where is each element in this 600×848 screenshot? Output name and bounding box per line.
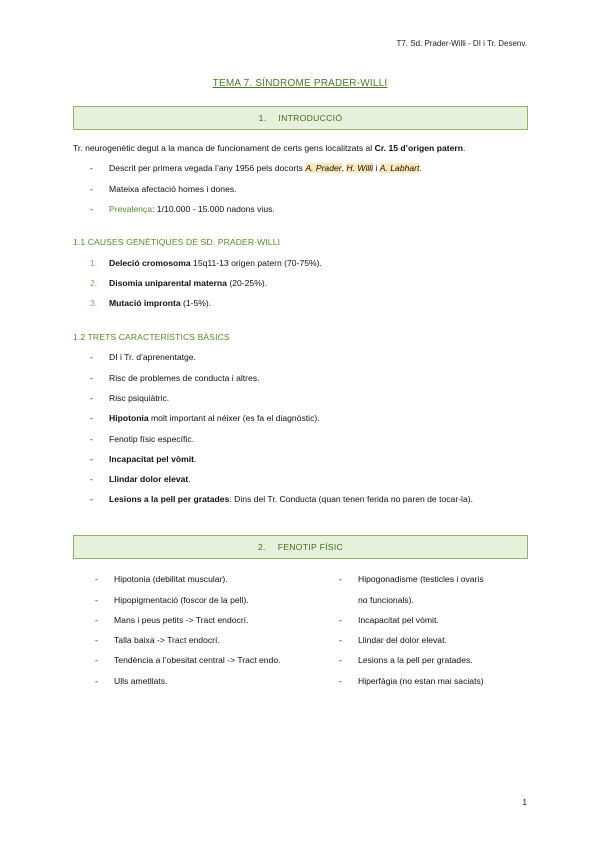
item-text: DI i Tr. d’aprenentatge. bbox=[109, 352, 196, 362]
section-label: INTRODUCCIÓ bbox=[278, 113, 343, 123]
section-number: 1. bbox=[258, 113, 267, 123]
item-text: Hipopigmentació (foscor de la pell). bbox=[114, 595, 249, 605]
intro-bullet: - Mateixa afectació homes i dones. bbox=[90, 184, 237, 194]
phenotype-left-item: - Mans i peus petits -> Tract endocrí. bbox=[95, 615, 249, 625]
phenotype-left-item: - Hipotonia (debilitat muscular). bbox=[95, 574, 228, 584]
section-heading-fenotip-fisic bbox=[73, 535, 528, 559]
item-bold: Disomia uniparental materna bbox=[109, 278, 227, 288]
bullet-text: : 1/10.000 - 15.000 nadons vius. bbox=[152, 204, 275, 214]
phenotype-right-item: - Llindar del dolor elevat. bbox=[339, 635, 447, 645]
item-text: . bbox=[194, 454, 197, 464]
prevalence-label: Prevalença bbox=[109, 204, 152, 214]
item-bold: Deleció cromosoma bbox=[109, 258, 191, 268]
item-text: Fenotip físic específic. bbox=[109, 434, 195, 444]
phenotype-right-item: - Hipogonadisme (testicles i ovaris bbox=[339, 574, 484, 584]
item-text: no funcionals). bbox=[358, 595, 414, 605]
page-number: 1 bbox=[522, 798, 527, 807]
end: . bbox=[419, 163, 422, 173]
section-heading-introduccio bbox=[73, 106, 528, 130]
section-number: 2. bbox=[257, 542, 266, 552]
trait-item: - Llindar dolor elevat. bbox=[90, 474, 191, 484]
intro-bullet: - Prevalença: 1/10.000 - 15.000 nadons vius. bbox=[90, 204, 275, 214]
phenotype-left-item: - Tendència a l’obesitat central -> Tract endo. bbox=[95, 655, 281, 665]
item-bold: Mutació impronta bbox=[109, 298, 181, 308]
item-text: Risc psiquiàtric. bbox=[109, 393, 170, 403]
item-text: (20-25%). bbox=[226, 278, 268, 288]
item-text: Talla baixa -> Tract endocrí. bbox=[114, 635, 220, 645]
section-label: FENOTIP FÍSIC bbox=[277, 542, 344, 552]
subheading-causes: 1.1 CAUSES GENÈTIQUES DE SD. PRADER-WILLI bbox=[73, 237, 281, 247]
cause-item bbox=[90, 298, 212, 309]
item-number: 3. bbox=[90, 298, 98, 308]
item-bold: Lesions a la pell per gratades bbox=[109, 494, 230, 504]
item-text: . bbox=[188, 474, 191, 484]
trait-item: - Risc psiquiàtric. bbox=[90, 393, 170, 403]
item-text: Ulls ametllats. bbox=[114, 676, 168, 686]
item-text: : Dins del Tr. Conducta (quan tenen ferida no paren de tocar-la). bbox=[229, 494, 473, 504]
trait-item: - Risc de problemes de conducta i altres. bbox=[90, 373, 260, 383]
phenotype-right-item-continuation bbox=[358, 595, 414, 606]
phenotype-left-item: - Ulls ametllats. bbox=[95, 676, 168, 686]
running-header: T7. Sd. Prader-Willi - DI i Tr. Desenv. bbox=[396, 39, 527, 48]
phenotype-right-item: - Lesions a la pell per gratades. bbox=[339, 655, 473, 665]
item-text: Incapacitat pel vòmit. bbox=[358, 615, 439, 625]
item-text: Hipotonia (debilitat muscular). bbox=[114, 574, 228, 584]
cause-item bbox=[90, 278, 268, 289]
trait-item: - DI i Tr. d’aprenentatge. bbox=[90, 352, 196, 362]
cause-item bbox=[90, 258, 322, 269]
item-text: Tendència a l’obesitat central -> Tract endo. bbox=[114, 655, 281, 665]
subheading-traits: 1.2 TRETS CARACTERÍSTICS BÀSICS bbox=[73, 332, 230, 342]
item-text: Llindar del dolor elevat. bbox=[358, 635, 447, 645]
intro-end: . bbox=[462, 143, 466, 153]
trait-item: - Fenotip físic específic. bbox=[90, 434, 195, 444]
author-name: A. Prader bbox=[305, 163, 342, 173]
item-bold: Incapacitat pel vòmit bbox=[109, 454, 195, 464]
bullet-text: Descrit per primera vegada l’any 1956 pels docorts bbox=[109, 163, 306, 173]
author-name: H. Willi bbox=[346, 163, 374, 173]
intro-bullet: - Descrit per primera vegada l’any 1956 pels docorts A. Prader, H. Willi i A. Labhart. bbox=[90, 163, 422, 173]
item-bold: Hipotonia bbox=[109, 413, 149, 423]
item-text: molt important al néixer (es fa el diagnòstic). bbox=[148, 413, 320, 423]
item-number: 2. bbox=[90, 278, 98, 288]
phenotype-right-item: - Hiperfàgia (no estan mai saciats) bbox=[339, 676, 484, 686]
trait-item: - Incapacitat pel vòmit. bbox=[90, 454, 197, 464]
author-name: A. Labhart bbox=[379, 163, 420, 173]
trait-item: - Lesions a la pell per gratades: Dins del Tr. Conducta (quan tenen ferida no paren de tocar-la). bbox=[90, 494, 473, 504]
item-text: Hiperfàgia (no estan mai saciats) bbox=[358, 676, 484, 686]
phenotype-left-item: - Talla baixa -> Tract endocrí. bbox=[95, 635, 220, 645]
item-text: Hipogonadisme (testicles i ovaris bbox=[358, 574, 484, 584]
phenotype-right-item: - Incapacitat pel vòmit. bbox=[339, 615, 439, 625]
phenotype-left-item: - Hipopigmentació (foscor de la pell). bbox=[95, 595, 249, 605]
trait-item: - Hipotonia molt important al néixer (es fa el diagnòstic). bbox=[90, 413, 320, 423]
sep: i bbox=[373, 163, 380, 173]
intro-bold: Cr. 15 d’origen patern bbox=[374, 143, 463, 153]
sep: , bbox=[341, 163, 347, 173]
item-bold: Llindar dolor elevat bbox=[109, 474, 189, 484]
item-number: 1. bbox=[90, 258, 98, 268]
item-text: (1-5%). bbox=[180, 298, 212, 308]
document-title: TEMA 7. SÍNDROME PRADER-WILLI bbox=[212, 78, 388, 89]
intro-paragraph bbox=[73, 143, 465, 154]
item-text: Lesions a la pell per gratades. bbox=[358, 655, 473, 665]
bullet-text: Mateixa afectació homes i dones. bbox=[109, 184, 237, 194]
intro-text: Tr. neurogenètic degut a la manca de funcionament de certs gens localitzats al bbox=[73, 143, 375, 153]
item-text: 15q11-13 origen patern (70-75%). bbox=[190, 258, 322, 268]
item-text: Risc de problemes de conducta i altres. bbox=[109, 373, 260, 383]
item-text: Mans i peus petits -> Tract endocrí. bbox=[114, 615, 249, 625]
